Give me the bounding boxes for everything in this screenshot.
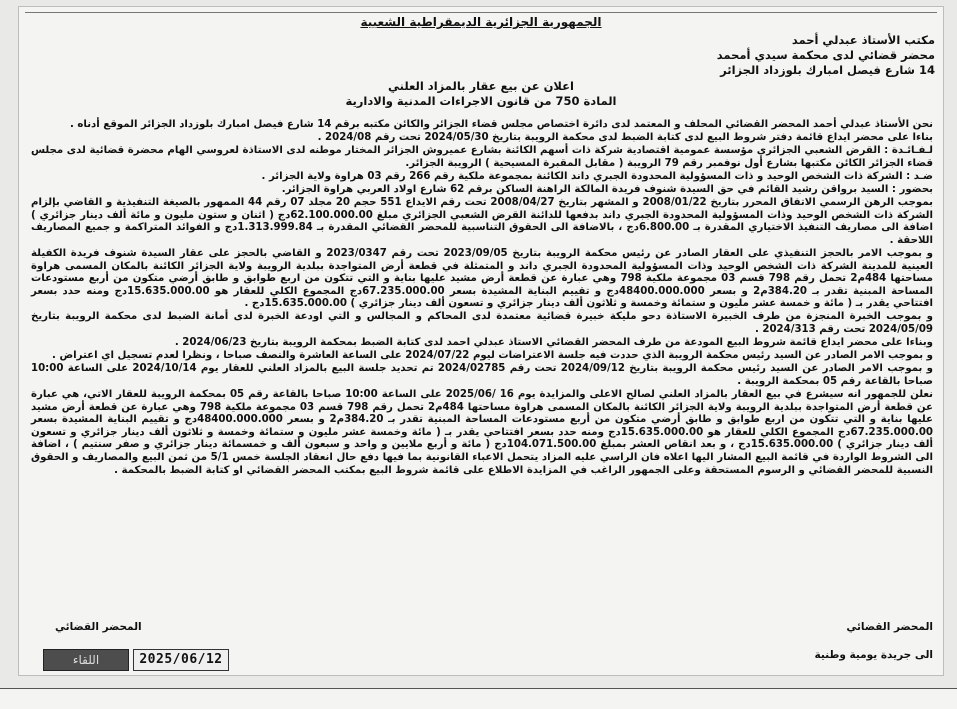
office-court: محضر قضائي لدى محكمة سيدي أمحمد (716, 48, 935, 62)
signer-label: المحضر القضائي (846, 621, 933, 633)
newspaper-label: الى جريدة يومية وطنية (814, 649, 933, 661)
paragraph-sale-session: و بموجب الامر الصادر عن السيد رئيس محكمة الرويبة بتاريخ 2024/09/12 تحت رقم 2024/02785 تم تحديد جلسة البيع بالمزاد العلني للعقار يوم 2024/10/14 على الساعة 10:00 صباحا بالقاعة رقم 05 بمحكمة الرويبة . (31, 363, 933, 387)
notice-title (19, 79, 943, 109)
paragraph-conditions-deposit: وبناءا على محضر ايداع قائمة شروط البيع المودعة من طرف المحضر القضائي الاستاذ عبدلي احمد لدى كتابة الضبط بمحكمة الرويبة بتاريخ 2024/06/23 . (174, 337, 933, 349)
paragraph-objections: و بموجب الامر الصادر عن السيد رئيس محكمة الرويبة الذي حددت فيه جلسة الاعتراضات ليوم 2024/07/22 على الساعة العاشرة والنصف صباحا ، ونظرا لعدم تسجيل اي اعتراض . (52, 350, 933, 362)
publication-name: اللقاء (43, 649, 129, 671)
bailiff-office-block (705, 33, 935, 78)
paragraph-mortgage: بموجب الرهن الرسمي الاتفاق المحرر بتاريخ 2008/01/22 و المشهر بتاريخ 2008/04/27 تحت رقم الايداع 551 حجم 20 مجلد 07 رقم 44 الممهور بالصيغة التنفيذية و القاضي بإلزام الشركة ذات الشخص الوحيد وذات المسؤولية المحدودة الجبري داند بدفعها للدائنة القرض الشعبي الجزائري مبلغ 62.100.000.00دج ( اثنان و ستون مليون و مائة ألف دينار جزائري ) اضافة الى مصاريف التنفيذ الاختياري المقدرة بـ 6.800.00دج ، بالاضافة الى الحقوق التناسبية للمحضر القضائي المقدرة بـ 1.313.999.84دج و الفوائد المتراكمة و جميع المصاريف اللاحقة . (31, 197, 934, 246)
notice-body (31, 119, 933, 478)
notice-article-line: المادة 750 من قانون الاجراءات المدنية والادارية (345, 94, 617, 108)
paragraph-public-announcement: نعلن للجمهور انه سيشرع في بيع العقار بالمزاد العلني لصالح الاعلى والمزايدة يوم 16 /2025/06 على الساعة 10:00 صباحا بالقاعة رقم 05 بمحكمة الرويبة للعقار الاتي، هي عبارة عن قطعة أرض المتواجدة ببلدية الرويبة ولاية الجزائر الكائنة بالمكان المسمى هراوة مساحتها 484م2 تحمل رقم 798 قسم 03 مجموعة ملكية 798 وهي عبارة عن قطعة أرض مشيد عليها بناية و التي تتكون من اربع طوابق و طابق أرضي متكون من أربع مستودعات المساحة المبنية تقدر بـ 384.20م2 و بسعر 48400.000.000دج و تقييم البناية المشيدة بسعر 67.235.000.00دج المجموع الكلي للعقار هو 15.635.000.00دج ومنه حدد بسعر افتتاحي يقدر بـ ( مائة وخمسة عشر مليون و ستمائة وخمسة و ثلاثون ألف دينار جزائري و تسعون ألف دينار جزائري ) 15.635.000.00دج ، و بعد انقاص العشر بمبلغ 104.071.500.00دج ( مائة و أربع ملايين و واحد و سبعون ألف و خمسمائة دينار جزائري و صفر سنتيم ) ، اضافة الى الشروط الواردة في قائمة البيع المشار اليها اعلاه فان الراسي عليه المزاد يتحمل الاعباء القانونية بما فيها دفع حال انعقاد الجلسة خمس 5/1 من ثمن البيع والمصاريف و الحقوق النسبية للمحضر القضائي و الرسوم المستحقة وعلى الجمهور الراغب في المزايدة الاطلاع على قائمة شروط البيع بمكتب المحضر القضائي او كتابة الضبط بالمحكمة . (31, 388, 934, 476)
paragraph-beneficiary: لـفـائـدة : القرض الشعبي الجزائري مؤسسة عمومية اقتصادية شركة ذات أسهم الكائنة بشارع عميروش الجزائر المختار موطنه لدى الاستاذة لعروسي الهام محضرة قضائية لدى مجلس قضاء الجزائر الكائن مكتبها بشارع أول نوفمبر رقم 79 الرويبة ( مقابل المقبرة المسيحية ) الرويبة الجزائر. (31, 145, 933, 169)
paragraph-presence: بحضور : السيد برواقن رشيد القائم في حق السيدة شنوف فريدة المالكة الراهنة الساكن برقم 62 شارع اولاد العربي هراوة الجزائر. (281, 183, 933, 195)
paragraph-deposit: بناءا على محضر ايداع قائمة دفتر شروط البيع لدى كتابة الضبط لدى محكمة الرويبة بتاريخ 2024/05/30 تحت رقم 2024/08 . (317, 132, 933, 144)
republic-header: الجمهورية الجزائرية الديمقراطية الشعبية (360, 15, 602, 29)
notice-title-line: اعلان عن بيع عقار بالمزاد العلني (388, 79, 574, 93)
paragraph-against: ضـد : الشركة ذات الشخص الوحيد و ذات المسؤولية المحدودة الجبري داند الكائنة بمجموعة ملكية رقم 266 رقم 03 هراوة ولاية الجزائر . (261, 170, 933, 182)
paragraph-expertise: و بموجب الخبرة المنجزة من طرف الخبيرة الاستاذة دحو مليكة خبيرة قضائية معتمدة لدى المحاكم و المجالس و التي اودعة الخبرة لدى أمانة الضبط لدى محكمة الرويبة بتاريخ 2024/05/09 تحت رقم 2024/313 . (31, 311, 933, 335)
publication-date: 2025/06/12 (133, 649, 229, 671)
paragraph-seizure-order: و بموجب الامر بالحجز التنفيذي على العقار الصادر عن رئيس محكمة الرويبة بتاريخ 2023/09/05 تحت رقم 2023/0347 و القاضي بالحجز على عقار السيدة شنوف فريدة الكفيلة العينية للمدينة الشركة ذات الشخص الوحيد وذات المسؤولية المحدودة الجبري داند و المتمثلة في قطعة أرض المتواجدة ببلدية الرويبة ولاية الجزائر الكائنة بالمكان المسمى هراوة مساحتها 484م2 تحمل رقم 798 قسم 03 مجموعة ملكية 798 وهي عبارة عن قطعة أرض مشيد عليها بناية و التي تتكون من اربع طوابق و طابق أرضي متكون من أربع مستودعات المساحة المبنية تقدر بـ 384.20م2 و بسعر 48400.000.000دج و تقييم البناية المشيدة بسعر 67.235.000.00دج المجموع الكلي للعقار هو 15.635.000.00دج ومنه حدد بسعر افتتاحي يقدر بـ ( مائة و خمسة عشر مليون و ستمائة وخمسة و ثلاثون ألف دينار جزائري و تسعون ألف دينار جزائري ) 15.635.000.00دج . (31, 247, 933, 310)
legal-notice-page (18, 6, 944, 676)
paragraph-intro: نحن الأستاذ عبدلي أحمد المحضر القضائي المحلف و المعتمد لدى دائرة اختصاص مجلس قضاء الجزائر والكائن مكتبه برقم 14 شارع فيصل امبارك بلوزداد الجزائر الموقع أدناه . (69, 119, 933, 130)
signer-title: المحضر القضائي (55, 621, 142, 633)
office-address: 14 شارع فيصل امبارك بلوزداد الجزائر (720, 63, 935, 77)
top-divider (25, 12, 937, 13)
office-name: مكتب الأستاذ عبدلي أحمد (791, 33, 935, 47)
